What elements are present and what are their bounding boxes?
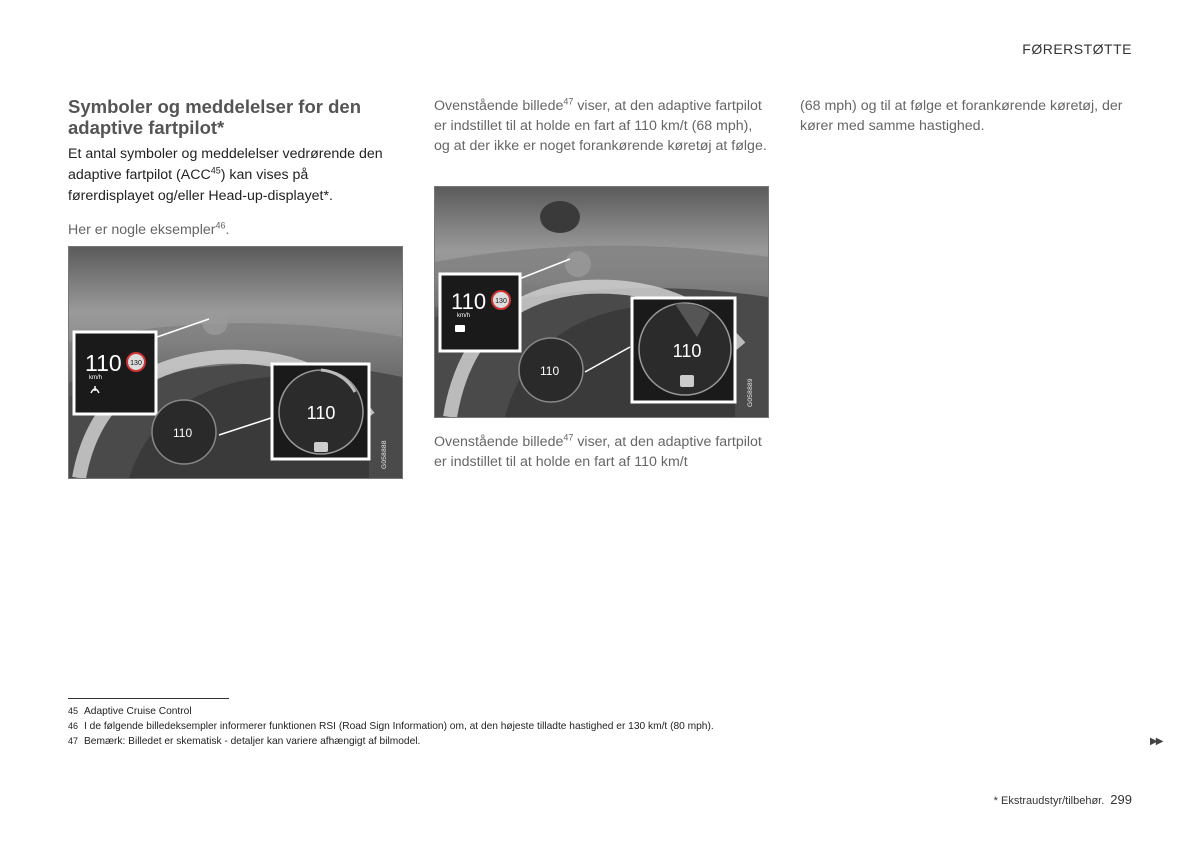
- footnote-ref-47[interactable]: 47: [563, 96, 574, 107]
- optional-equipment-note: * Ekstraudstyr/tilbehør.: [993, 795, 1105, 807]
- page-footer: [994, 792, 1132, 807]
- figure-code: G058888: [381, 440, 388, 469]
- hud-speed: 110: [451, 289, 487, 314]
- hud-unit: km/h: [457, 313, 471, 319]
- column-3: [800, 96, 1134, 136]
- figure2-description-continued: (68 mph) og til at følge et forankørende køretøj, der kører med samme hastighed.: [800, 98, 1123, 134]
- column-2-lower: [434, 432, 768, 472]
- figure1-description: Ovenstående billede$^{47}$ viser, at den adaptive fartpilot er indstillet til at holde en fart af 110 km/t (68 mph), og at der ikke er noget forankørende køretøj at følge.: [434, 96, 767, 154]
- cluster-speed-large: 110: [672, 341, 702, 361]
- footnote-ref-45[interactable]: 45: [210, 165, 221, 176]
- footnote-divider: [68, 698, 229, 699]
- footnote-ref-47b[interactable]: 47: [563, 432, 574, 443]
- cluster-speed-small: 110: [540, 364, 560, 378]
- intro-paragraph: Et antal symboler og meddelelser vedrørende den adaptive fartpilot (ACC$^{45}$) kan vises på førerdisplayet og/eller Head-up-displayet*.: [68, 146, 383, 204]
- figure-acc-display-2: [434, 186, 769, 418]
- footnote-45: 45 Adaptive Cruise Control: [68, 706, 192, 717]
- footnote-47: 47 Bemærk: Billedet er skematisk - detaljer kan variere afhængigt af bilmodel.: [68, 736, 421, 747]
- footnote-46: 46 I de følgende billedeksempler informerer funktionen RSI (Road Sign Information) om, at den højeste tilladte hastighed er 130 km/t (80 mph).: [68, 721, 714, 732]
- speed-sign-value: 130: [495, 298, 507, 305]
- page-number: 299: [1110, 792, 1132, 807]
- footnote-ref-46[interactable]: 46: [215, 220, 226, 231]
- cluster-speed-small: 110: [173, 426, 193, 440]
- footnotes: [68, 704, 714, 749]
- hud-speed: 110: [85, 350, 122, 376]
- hud-unit: km/h: [89, 375, 103, 381]
- double-arrow-right-icon[interactable]: ▶▶: [1150, 736, 1162, 747]
- examples-paragraph: Her er nogle eksempler$^{46}$.: [68, 220, 230, 238]
- dashboard-illustration-1: [69, 247, 402, 478]
- dashboard-illustration-2: [435, 187, 768, 417]
- section-heading: Symboler og meddelelser for den adaptive fartpilot*: [68, 96, 361, 138]
- section-header: FØRERSTØTTE: [1022, 41, 1132, 57]
- column-2: [434, 96, 768, 156]
- cluster-speed-large: 110: [306, 403, 336, 423]
- figure2-description: Ovenstående billede$^{47}$ viser, at den adaptive fartpilot er indstillet til at holde en fart af 110 km/t: [434, 432, 762, 470]
- column-1: [68, 96, 388, 240]
- speed-sign-value: 130: [130, 360, 142, 367]
- figure-acc-display-1: [68, 246, 403, 479]
- figure-code: G058889: [747, 378, 754, 407]
